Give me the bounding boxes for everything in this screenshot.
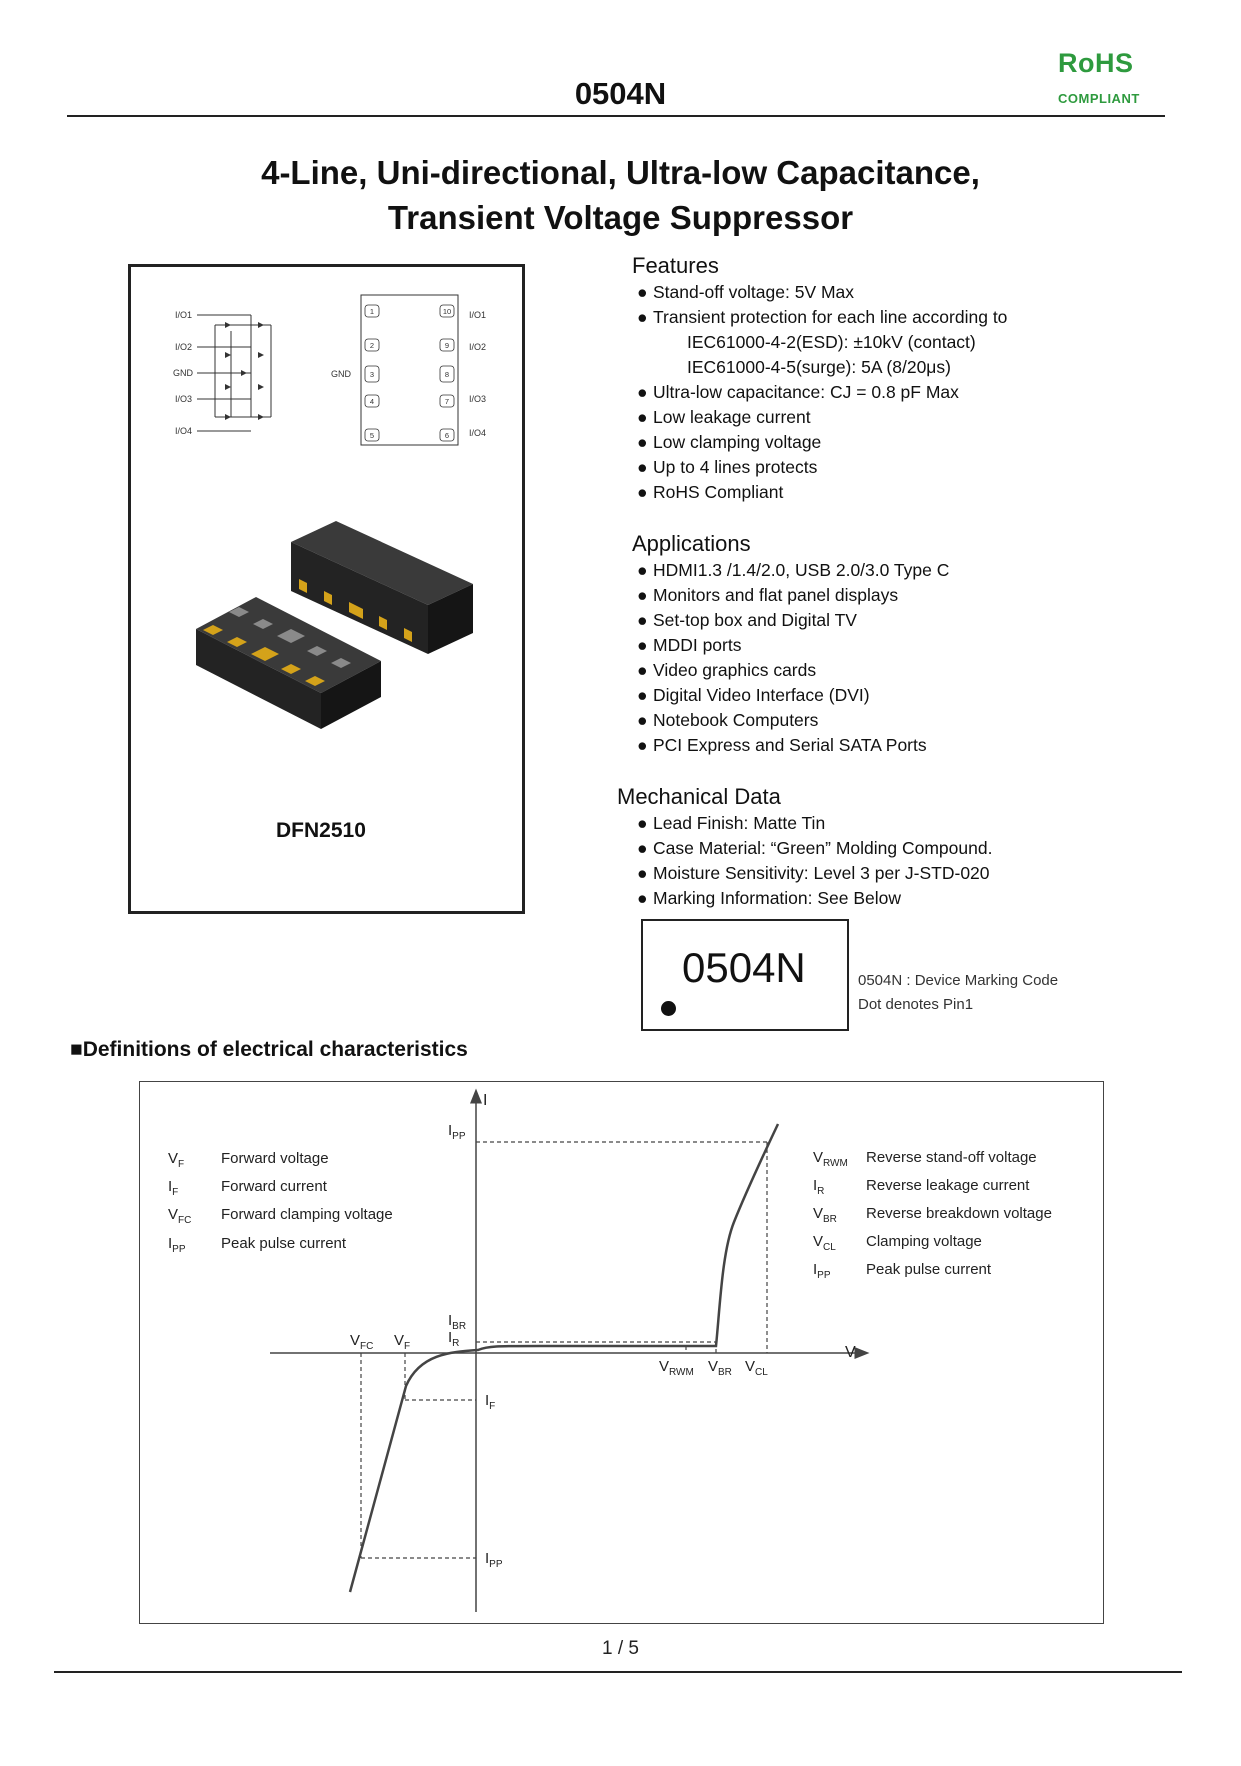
legend-row: $V_{CL}$ Clamping voltage	[813, 1233, 982, 1253]
legend-row: $V_{RWM}$ Reverse stand-off voltage	[813, 1149, 1037, 1169]
list-item: ● Set-top box and Digital TV	[637, 610, 857, 630]
list-item: ● Moisture Sensitivity: Level 3 per J-STD-020	[637, 863, 990, 883]
svg-text:9: 9	[444, 341, 450, 350]
package-label: DFN2510	[276, 819, 366, 842]
marking-note-code: 0504N : Device Marking Code	[858, 972, 1059, 989]
document-title	[0, 150, 1241, 240]
svg-text:I/O1: I/O1	[469, 310, 487, 320]
v-axis-label: V	[845, 1344, 856, 1361]
mechanical-list	[637, 811, 992, 911]
package-illustration	[131, 267, 522, 911]
svg-text:8: 8	[444, 370, 450, 379]
header-rule	[67, 115, 1165, 117]
list-item: ● RoHS Compliant	[637, 482, 784, 502]
svg-text:I/O4: I/O4	[469, 428, 487, 438]
list-item: ● HDMI1.3 /1.4/2.0, USB 2.0/3.0 Type C	[637, 560, 950, 580]
list-item: ● Stand-off voltage: 5V Max	[637, 282, 855, 302]
pin1-dot-icon	[661, 1001, 676, 1016]
iv-characteristic-diagram	[139, 1081, 1104, 1624]
list-item: ● Case Material: “Green” Molding Compound.	[637, 838, 993, 858]
mechanical-heading: Mechanical Data	[617, 784, 781, 809]
list-item: IEC61000-4-5(surge): 5A (8/20μs)	[687, 357, 951, 377]
list-item: ● Transient protection for each line according to	[637, 307, 1008, 327]
schematic-pin-io1: I/O1	[175, 310, 193, 320]
label-vbr: $V_{BR}$	[708, 1358, 732, 1378]
legend-row: $I_F$ Forward current	[168, 1178, 327, 1198]
list-item: IEC61000-4-2(ESD): ±10kV (contact)	[687, 332, 976, 352]
pinout-diagram	[331, 295, 486, 445]
circuit-schematic	[197, 315, 271, 431]
rohs-logo: RoHS	[1058, 48, 1134, 78]
svg-text:1: 1	[369, 307, 375, 316]
features-list	[637, 280, 1007, 505]
marking-code: 0504N	[682, 944, 806, 991]
legend-row: $I_{PP}$ Peak pulse current	[813, 1261, 992, 1281]
legend-row: $V_{FC}$ Forward clamping voltage	[168, 1206, 393, 1226]
footer-rule	[54, 1671, 1182, 1673]
features-heading: Features	[632, 253, 719, 278]
label-vcl: $V_{CL}$	[745, 1358, 768, 1378]
list-item: ● Low clamping voltage	[637, 432, 822, 452]
marking-note-dot: Dot denotes Pin1	[858, 996, 974, 1013]
definitions-heading: ■Definitions of electrical characteristics	[70, 1038, 468, 1061]
svg-text:7: 7	[444, 397, 450, 406]
svg-text:3: 3	[369, 370, 375, 379]
schematic-pin-labels	[173, 310, 194, 436]
list-item: ● Low leakage current	[637, 407, 811, 427]
label-if: $I_F$	[485, 1392, 496, 1412]
list-item: ● Monitors and flat panel displays	[637, 585, 899, 605]
list-item: ● Lead Finish: Matte Tin	[637, 813, 826, 833]
label-ipp-low: $I_{PP}$	[485, 1550, 503, 1570]
schematic-pin-io2: I/O2	[175, 342, 193, 352]
list-item: ● Up to 4 lines protects	[637, 457, 818, 477]
i-axis-label: I	[483, 1092, 488, 1109]
schematic-pin-io4: I/O4	[175, 426, 193, 436]
legend-row: $V_F$ Forward voltage	[168, 1150, 329, 1170]
schematic-pin-io3: I/O3	[175, 394, 193, 404]
list-item: ● Notebook Computers	[637, 710, 819, 730]
legend-row: $I_{PP}$ Peak pulse current	[168, 1235, 347, 1255]
page-number: 1 / 5	[602, 1638, 639, 1659]
label-ir: $I_R$	[448, 1329, 460, 1349]
title-line-1: 4-Line, Uni-directional, Ultra-low Capacitance,	[261, 154, 980, 191]
list-item: ● Marking Information: See Below	[637, 888, 902, 908]
label-vfc: $V_{FC}$	[350, 1332, 374, 1352]
legend-row: $I_R$ Reverse leakage current	[813, 1177, 1030, 1197]
svg-text:5: 5	[369, 431, 375, 440]
svg-text:I/O2: I/O2	[469, 342, 487, 352]
svg-text:10: 10	[442, 307, 452, 316]
svg-text:6: 6	[444, 431, 450, 440]
applications-list	[637, 558, 949, 758]
guide-lines	[361, 1142, 767, 1558]
svg-text:I/O3: I/O3	[469, 394, 487, 404]
pinout-gnd-label: GND	[331, 369, 351, 379]
label-ibr: $I_{BR}$	[448, 1312, 467, 1332]
list-item: ● Digital Video Interface (DVI)	[637, 685, 870, 705]
svg-text:2: 2	[369, 341, 375, 350]
list-item: ● Ultra-low capacitance: CJ = 0.8 pF Max	[637, 382, 959, 402]
part-number-header: 0504N	[574, 76, 667, 111]
list-item: ● PCI Express and Serial SATA Ports	[637, 735, 927, 755]
title-line-2: Transient Voltage Suppressor	[387, 199, 854, 236]
label-ipp-top: $I_{PP}$	[448, 1122, 466, 1142]
list-item: ● MDDI ports	[637, 635, 742, 655]
package-figure-box	[128, 264, 525, 914]
svg-text:4: 4	[369, 397, 375, 406]
list-item: ● Video graphics cards	[637, 660, 817, 680]
label-vf: $V_F$	[394, 1332, 411, 1352]
rohs-compliant-label: COMPLIANT	[1058, 91, 1140, 106]
applications-heading: Applications	[632, 531, 751, 556]
legend-row: $V_{BR}$ Reverse breakdown voltage	[813, 1205, 1052, 1225]
label-vrwm: $V_{RWM}$	[659, 1358, 694, 1378]
schematic-pin-gnd: GND	[173, 368, 193, 378]
